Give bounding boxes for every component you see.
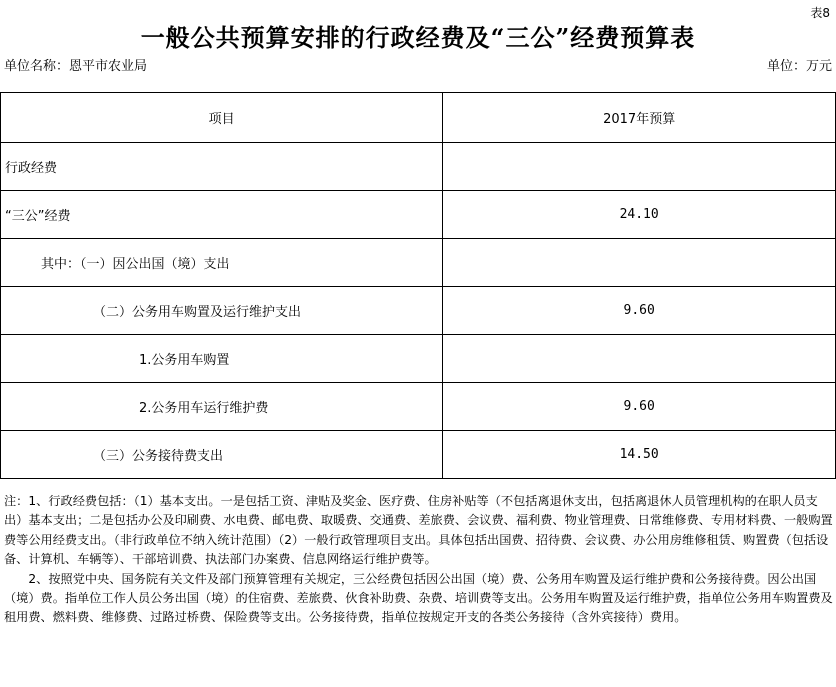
unit-info-row	[4, 55, 832, 74]
budget-table	[0, 92, 836, 479]
table-row	[1, 431, 836, 479]
currency-unit: 单位：万元	[766, 59, 832, 74]
row-label: 1.公务用车购置	[1, 335, 443, 383]
table-row	[1, 239, 836, 287]
row-value	[443, 335, 836, 383]
row-label: 行政经费	[1, 143, 443, 191]
row-value: 14.50	[443, 431, 836, 479]
note-1: 注：1、行政经费包括：（1）基本支出。一是包括工资、津贴及奖金、医疗费、住房补贴等（不包括离退休支出，包括离退休人员管理机构的在职人员支出）基本支出；二是包括办公及印刷费、水电费、邮电费、取暖费、交通费、差旅费、会议费、福利费、物业管理费、日常维修费、专用材料费、一般购置费等公用经费支出。（非行政单位不纳入统计范围）（2）一般行政管理项目支出。具体包括出国费、招待费、会议费、办公用房维修租赁、购置费（包括设备、计算机、车辆等）、干部培训费、执法部门办案费、信息网络运行维护费等。	[4, 494, 833, 567]
table-row	[1, 335, 836, 383]
row-label: 2.公务用车运行维护费	[1, 383, 443, 431]
footnotes	[4, 492, 834, 628]
row-label: 其中：（一）因公出国（境）支出	[1, 239, 443, 287]
note-2: 2、按照党中央、国务院有关文件及部门预算管理有关规定，三公经费包括因公出国（境）费、公务用车购置及运行维护费和公务接待费。因公出国（境）费。指单位工作人员公务出国（境）的住宿费、差旅费、伙食补助费、杂费、培训费等支出。公务用车购置及运行维护费，指单位公务用车购置费及租用费、燃料费、维修费、过路过桥费、保险费等支出。公务接待费，指单位按规定开支的各类公务接待（含外宾接待）费用。	[4, 571, 833, 625]
header-budget-2017: 2017年预算	[443, 93, 836, 143]
unit-name: 单位名称：恩平市农业局	[4, 59, 148, 74]
row-value: 9.60	[443, 383, 836, 431]
row-label: （二）公务用车购置及运行维护支出	[1, 287, 443, 335]
row-label: “三公”经费	[1, 191, 443, 239]
row-value: 9.60	[443, 287, 836, 335]
table-header-row	[1, 93, 836, 143]
row-value	[443, 143, 836, 191]
page-title: 一般公共预算安排的行政经费及“三公”经费预算表	[140, 23, 696, 52]
table-row	[1, 143, 836, 191]
row-label: （三）公务接待费支出	[1, 431, 443, 479]
header-item: 项目	[1, 93, 443, 143]
table-row	[1, 191, 836, 239]
table-number: 表8	[810, 6, 830, 20]
table-row	[1, 287, 836, 335]
row-value	[443, 239, 836, 287]
row-value: 24.10	[443, 191, 836, 239]
table-row	[1, 383, 836, 431]
